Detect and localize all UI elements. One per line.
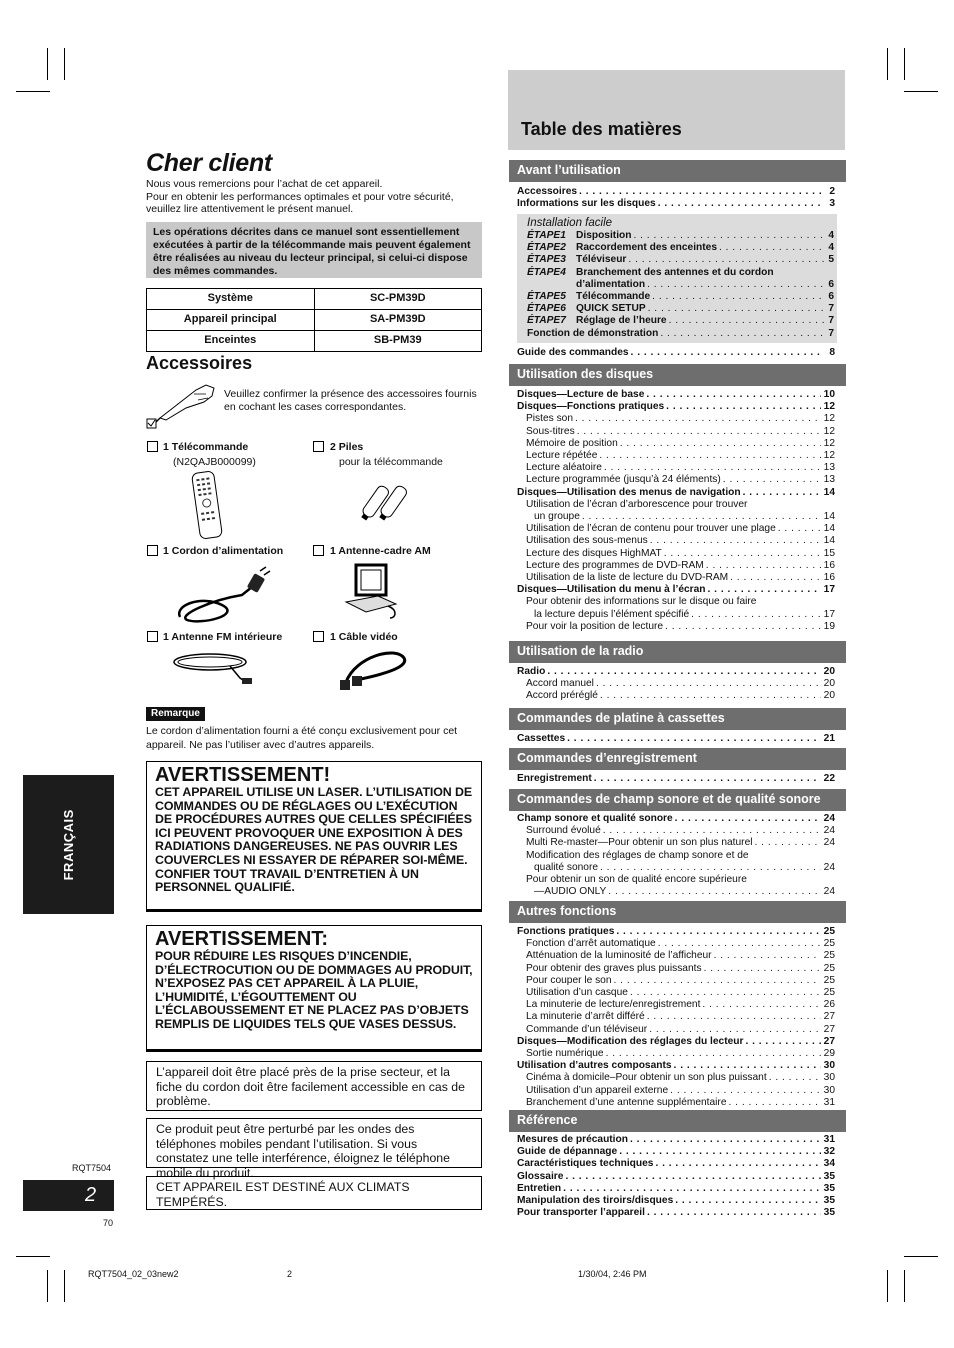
toc-entry[interactable]: La minuterie d’arrêt différé . . . 27 <box>517 1011 835 1023</box>
toc-step[interactable]: ÉTAPE2 Raccordement des enceintes . . . 4 <box>527 242 834 254</box>
batteries-icon <box>356 478 416 528</box>
toc-entry[interactable]: Lecture programmée (jusqu’à 24 éléments) . . . 13 <box>517 474 835 486</box>
remote-control-icon <box>190 470 230 542</box>
accessory-label: 1 Antenne-cadre AM <box>330 545 431 557</box>
toc-entry[interactable]: Mesures de précaution . . . 31 <box>517 1134 835 1146</box>
footer-page: 2 <box>287 1269 293 1279</box>
table-row: Système SC-PM39D <box>147 289 482 310</box>
toc-entry[interactable]: Utilisation d’un appareil externe . . . 30 <box>517 1085 835 1097</box>
easy-setup-title: Installation facile <box>527 217 613 229</box>
toc-entry[interactable]: Utilisation des sous-menus . . . 14 <box>517 535 835 547</box>
toc-section-header: Commandes de platine à cassettes <box>509 708 846 730</box>
toc-entry[interactable]: Enregistrement . . . 22 <box>517 773 835 785</box>
accessory-checkbox[interactable] <box>147 545 158 556</box>
toc-entry[interactable]: Guide de dépannage . . . 32 <box>517 1146 835 1158</box>
toc-entry[interactable]: Champ sonore et qualité sonore . . . 24 <box>517 813 835 825</box>
toc-section-header: Commandes de champ sonore et de qualité sonore <box>509 789 846 811</box>
warning-title: AVERTISSEMENT: <box>155 928 328 950</box>
fire-warning-box <box>146 925 482 1052</box>
accessory-checkbox[interactable] <box>147 631 158 642</box>
accessories-title: Accessoires <box>146 353 253 373</box>
toc-entry[interactable]: Pour couper le son . . . 25 <box>517 975 835 987</box>
toc-list <box>517 666 835 703</box>
toc-entry[interactable]: Utilisation de l’écran de contenu pour trouver une plage . . . 14 <box>517 523 835 535</box>
accessories-hint: Veuillez confirmer la présence des accessoires fournis en cochant les cases correspondantes. <box>224 388 477 413</box>
toc-entry[interactable]: Disques—Utilisation du menu à l’écran . . . 17 <box>517 584 835 596</box>
toc-entry[interactable]: Cinéma à domicile–Pour obtenir un son plus puissant . . . 30 <box>517 1072 835 1084</box>
toc-entry[interactable]: Lecture répétée . . . 12 <box>517 450 835 462</box>
toc-entry[interactable]: Multi Re-master—Pour obtenir un son plus naturel . . . 24 <box>517 837 835 849</box>
toc-entry[interactable]: La minuterie de lecture/enregistrement . . . 26 <box>517 999 835 1011</box>
toc-entry[interactable]: la lecture depuis l’élément spécifié . . . 17 <box>517 609 835 621</box>
toc-entry[interactable]: Pour obtenir un son de qualité encore supérieure <box>526 874 747 886</box>
outlet-info-box: L’appareil doit être placé près de la prise secteur, et la fiche du cordon doit être facilement accessible en cas de problème. <box>146 1061 482 1111</box>
power-cord-icon <box>172 565 272 627</box>
toc-entry[interactable]: Mémoire de position . . . 12 <box>517 438 835 450</box>
language-tab: FRANÇAIS <box>23 775 114 914</box>
toc-entry[interactable]: Radio . . . 20 <box>517 666 835 678</box>
toc-entry[interactable]: Pour transporter l’appareil . . . 35 <box>517 1207 835 1219</box>
remark-text: Le cordon d’alimentation fourni a été conçu exclusivement pour cet appareil. Ne pas l’utiliser avec d’autres appareils. <box>146 725 458 751</box>
warning-text: CET APPAREIL UTILISE UN LASER. L’UTILISATION DE COMMANDES OU DE RÉGLAGES OU L’EXÉCUTION DE PROCÉDURES AUTRES QUE CELLES SPÉCIFIÉES ICI PEUVENT PROVOQUER UNE EXPOSITION À DES RADIATIONS DANGEREUSES. NE PAS OUVRIR LES COUVERCLES NI ESSAYER DE RÉPARER SOI-MÊME. CONFIER TOUT TRAVAIL D’ENTRETIEN À UN PERSONNEL QUALIFIÉ. <box>155 785 473 895</box>
toc-step[interactable]: ÉTAPE5 Télécommande . . . 6 <box>527 291 834 303</box>
accessory-label: 2 Piles <box>330 441 364 453</box>
toc-entry[interactable]: Disques—Utilisation des menus de navigation . . . 14 <box>517 487 835 499</box>
toc-entry[interactable]: Disques—Fonctions pratiques . . . 12 <box>517 401 835 413</box>
toc-entry[interactable]: Cassettes . . . 21 <box>517 733 835 745</box>
toc-section-header: Commandes d’enregistrement <box>509 748 846 770</box>
easy-setup-box <box>517 214 837 343</box>
accessory-checkbox[interactable] <box>147 441 158 452</box>
toc-entry[interactable]: Pistes son . . . 12 <box>517 413 835 425</box>
toc-list <box>517 813 835 898</box>
toc-title: Table des matières <box>521 119 682 139</box>
laser-warning-box <box>146 761 482 912</box>
toc-entry[interactable]: Branchement d’une antenne supplémentaire . . . 31 <box>517 1097 835 1109</box>
operation-note-box: Les opérations décrites dans ce manuel sont essentiellement exécutées à partir de la télécommande mais peuvent également être réalisées au niveau du lecteur principal, si celui-ci dispose des mêmes commandes. <box>146 222 482 278</box>
page-number: 2 <box>23 1180 114 1211</box>
toc-step[interactable]: Fonction de démonstration . . . 7 <box>527 328 834 340</box>
toc-list <box>517 389 835 633</box>
toc-section-header: Autres fonctions <box>509 901 846 923</box>
warning-title: AVERTISSEMENT! <box>155 764 331 786</box>
accessory-checkbox[interactable] <box>313 631 324 642</box>
warning-text: POUR RÉDUIRE LES RISQUES D’INCENDIE, D’ÉLECTROCUTION OU DE DOMMAGES AU PRODUIT, N’EXPOSEZ PAS CET APPAREIL À LA PLUIE, L’HUMIDITÉ, L’ÉGOUTTEMENT OU L’ÉCLABOUSSEMENT ET NE PLACEZ PAS D’OBJETS REMPLIS DE LIQUIDES TELS QUE VASES DESSUS. <box>155 949 473 1031</box>
table-row: Appareil principal SA-PM39D <box>147 310 482 331</box>
toc-entry[interactable]: Lecture des disques HighMAT . . . 15 <box>517 548 835 560</box>
intro-text: Nous vous remercions pour l’achat de cet appareil. Pour en obtenir les performances optimales et pour votre sécurité, veuillez lire attentivement le présent manuel. <box>146 178 454 215</box>
toc-entry[interactable]: Utilisation de l’écran d’arborescence pour trouver <box>526 498 748 510</box>
mobile-info-box: Ce produit peut être perturbé par les ondes des téléphones mobiles pendant l’utilisation. Si vous constatez une telle interférence, éloignez le téléphone mobile du produit. <box>146 1118 482 1168</box>
accessory-sublabel: pour la télécommande <box>339 456 443 468</box>
doc-code: RQT7504 <box>72 1163 112 1173</box>
toc-list <box>517 733 835 745</box>
toc-step[interactable]: ÉTAPE1 Disposition . . . 4 <box>527 230 834 242</box>
toc-section-header: Utilisation de la radio <box>509 641 846 663</box>
toc-entry[interactable]: Accessoires . . . 2 <box>517 186 835 198</box>
toc-step[interactable]: ÉTAPE4 Branchement des antennes et du cordon <box>527 266 774 278</box>
toc-entry[interactable]: Modification des réglages de champ sonore et de <box>526 849 749 861</box>
footer-date: 1/30/04, 2:46 PM <box>578 1269 647 1279</box>
toc-entry[interactable]: Pour voir la position de lecture . . . 19 <box>517 621 835 633</box>
toc-entry[interactable]: Sous-titres . . . 12 <box>517 426 835 438</box>
accessory-label: 1 Antenne FM intérieure <box>163 631 283 643</box>
toc-section-header: Utilisation des disques <box>509 364 846 386</box>
toc-entry[interactable]: Accord manuel . . . 20 <box>517 678 835 690</box>
toc-list <box>517 186 835 210</box>
toc-entry[interactable]: Pour obtenir des graves plus puissants . . . 25 <box>517 963 835 975</box>
toc-list <box>517 773 835 785</box>
toc-entry[interactable]: Informations sur les disques . . . 3 <box>517 198 835 210</box>
checking-hand-icon <box>146 380 218 430</box>
model-table <box>146 288 482 352</box>
toc-entry[interactable]: Fonctions pratiques . . . 25 <box>517 926 835 938</box>
toc-entry[interactable]: Utilisation d’un casque . . . 25 <box>517 987 835 999</box>
toc-entry[interactable]: Sortie numérique . . . 29 <box>517 1048 835 1060</box>
toc-entry[interactable]: Commande d’un téléviseur . . . 27 <box>517 1024 835 1036</box>
accessory-label: 1 Câble vidéo <box>330 631 398 643</box>
toc-entry[interactable]: Lecture aléatoire . . . 13 <box>517 462 835 474</box>
toc-entry[interactable]: Guide des commandes . . . 8 <box>517 347 835 359</box>
toc-entry[interactable]: un groupe . . . 14 <box>517 511 835 523</box>
accessory-checkbox[interactable] <box>313 545 324 556</box>
fm-indoor-antenna-icon <box>170 648 256 688</box>
toc-step[interactable]: d’alimentation . . . 6 <box>527 279 834 291</box>
toc-entry[interactable]: Disques—Lecture de base . . . 10 <box>517 389 835 401</box>
toc-entry[interactable]: Manipulation des tiroirs/disques . . . 35 <box>517 1195 835 1207</box>
toc-list <box>517 926 835 1109</box>
toc-list <box>517 1134 835 1219</box>
toc-entry[interactable]: qualité sonore . . . 24 <box>517 862 835 874</box>
toc-entry[interactable]: Accord préréglé . . . 20 <box>517 690 835 702</box>
toc-entry[interactable]: —AUDIO ONLY . . . 24 <box>517 886 835 898</box>
toc-entry[interactable]: Entretien . . . 35 <box>517 1183 835 1195</box>
toc-entry[interactable]: Utilisation d’autres composants . . . 30 <box>517 1060 835 1072</box>
page-title: Cher client <box>146 149 272 177</box>
toc-entry[interactable]: Caractéristiques techniques . . . 34 <box>517 1158 835 1170</box>
accessory-label: 1 Cordon d’alimentation <box>163 545 284 557</box>
toc-entry[interactable]: Fonction d’arrêt automatique . . . 25 <box>517 938 835 950</box>
toc-entry[interactable]: Pour obtenir des informations sur le disque ou faire <box>526 596 757 608</box>
toc-list <box>517 347 835 359</box>
remark-tag: Remarque <box>146 707 205 721</box>
toc-section-header: Référence <box>509 1110 846 1132</box>
video-cable-icon <box>336 646 412 694</box>
toc-step[interactable]: ÉTAPE3 Téléviseur . . . 5 <box>527 254 834 266</box>
am-loop-antenna-icon <box>338 562 404 620</box>
page-number-small: 70 <box>103 1218 114 1228</box>
accessory-sublabel: (N2QAJB000099) <box>173 456 256 468</box>
toc-entry[interactable]: Surround évolué . . . 24 <box>517 825 835 837</box>
table-row: Enceintes SB-PM39 <box>147 331 482 352</box>
toc-entry[interactable]: Utilisation de la liste de lecture du DVD-RAM . . . 16 <box>517 572 835 584</box>
toc-entry[interactable]: Disques—Modification des réglages du lecteur . . . 27 <box>517 1036 835 1048</box>
toc-step[interactable]: ÉTAPE7 Réglage de l’heure . . . 7 <box>527 315 834 327</box>
footer-file: RQT7504_02_03new2 <box>88 1269 179 1279</box>
toc-entry[interactable]: Glossaire . . . 35 <box>517 1171 835 1183</box>
accessory-label: 1 Télécommande <box>163 441 249 453</box>
climate-info-box: CET APPAREIL EST DESTINÉ AUX CLIMATS TEMPÉRÉS. <box>146 1176 482 1210</box>
toc-step[interactable]: ÉTAPE6 QUICK SETUP . . . 7 <box>527 303 834 315</box>
toc-section-header: Avant l’utilisation <box>509 160 846 182</box>
toc-entry[interactable]: Atténuation de la luminosité de l’afficheur . . . 25 <box>517 950 835 962</box>
accessory-checkbox[interactable] <box>313 441 324 452</box>
toc-entry[interactable]: Lecture des programmes de DVD-RAM . . . 16 <box>517 560 835 572</box>
